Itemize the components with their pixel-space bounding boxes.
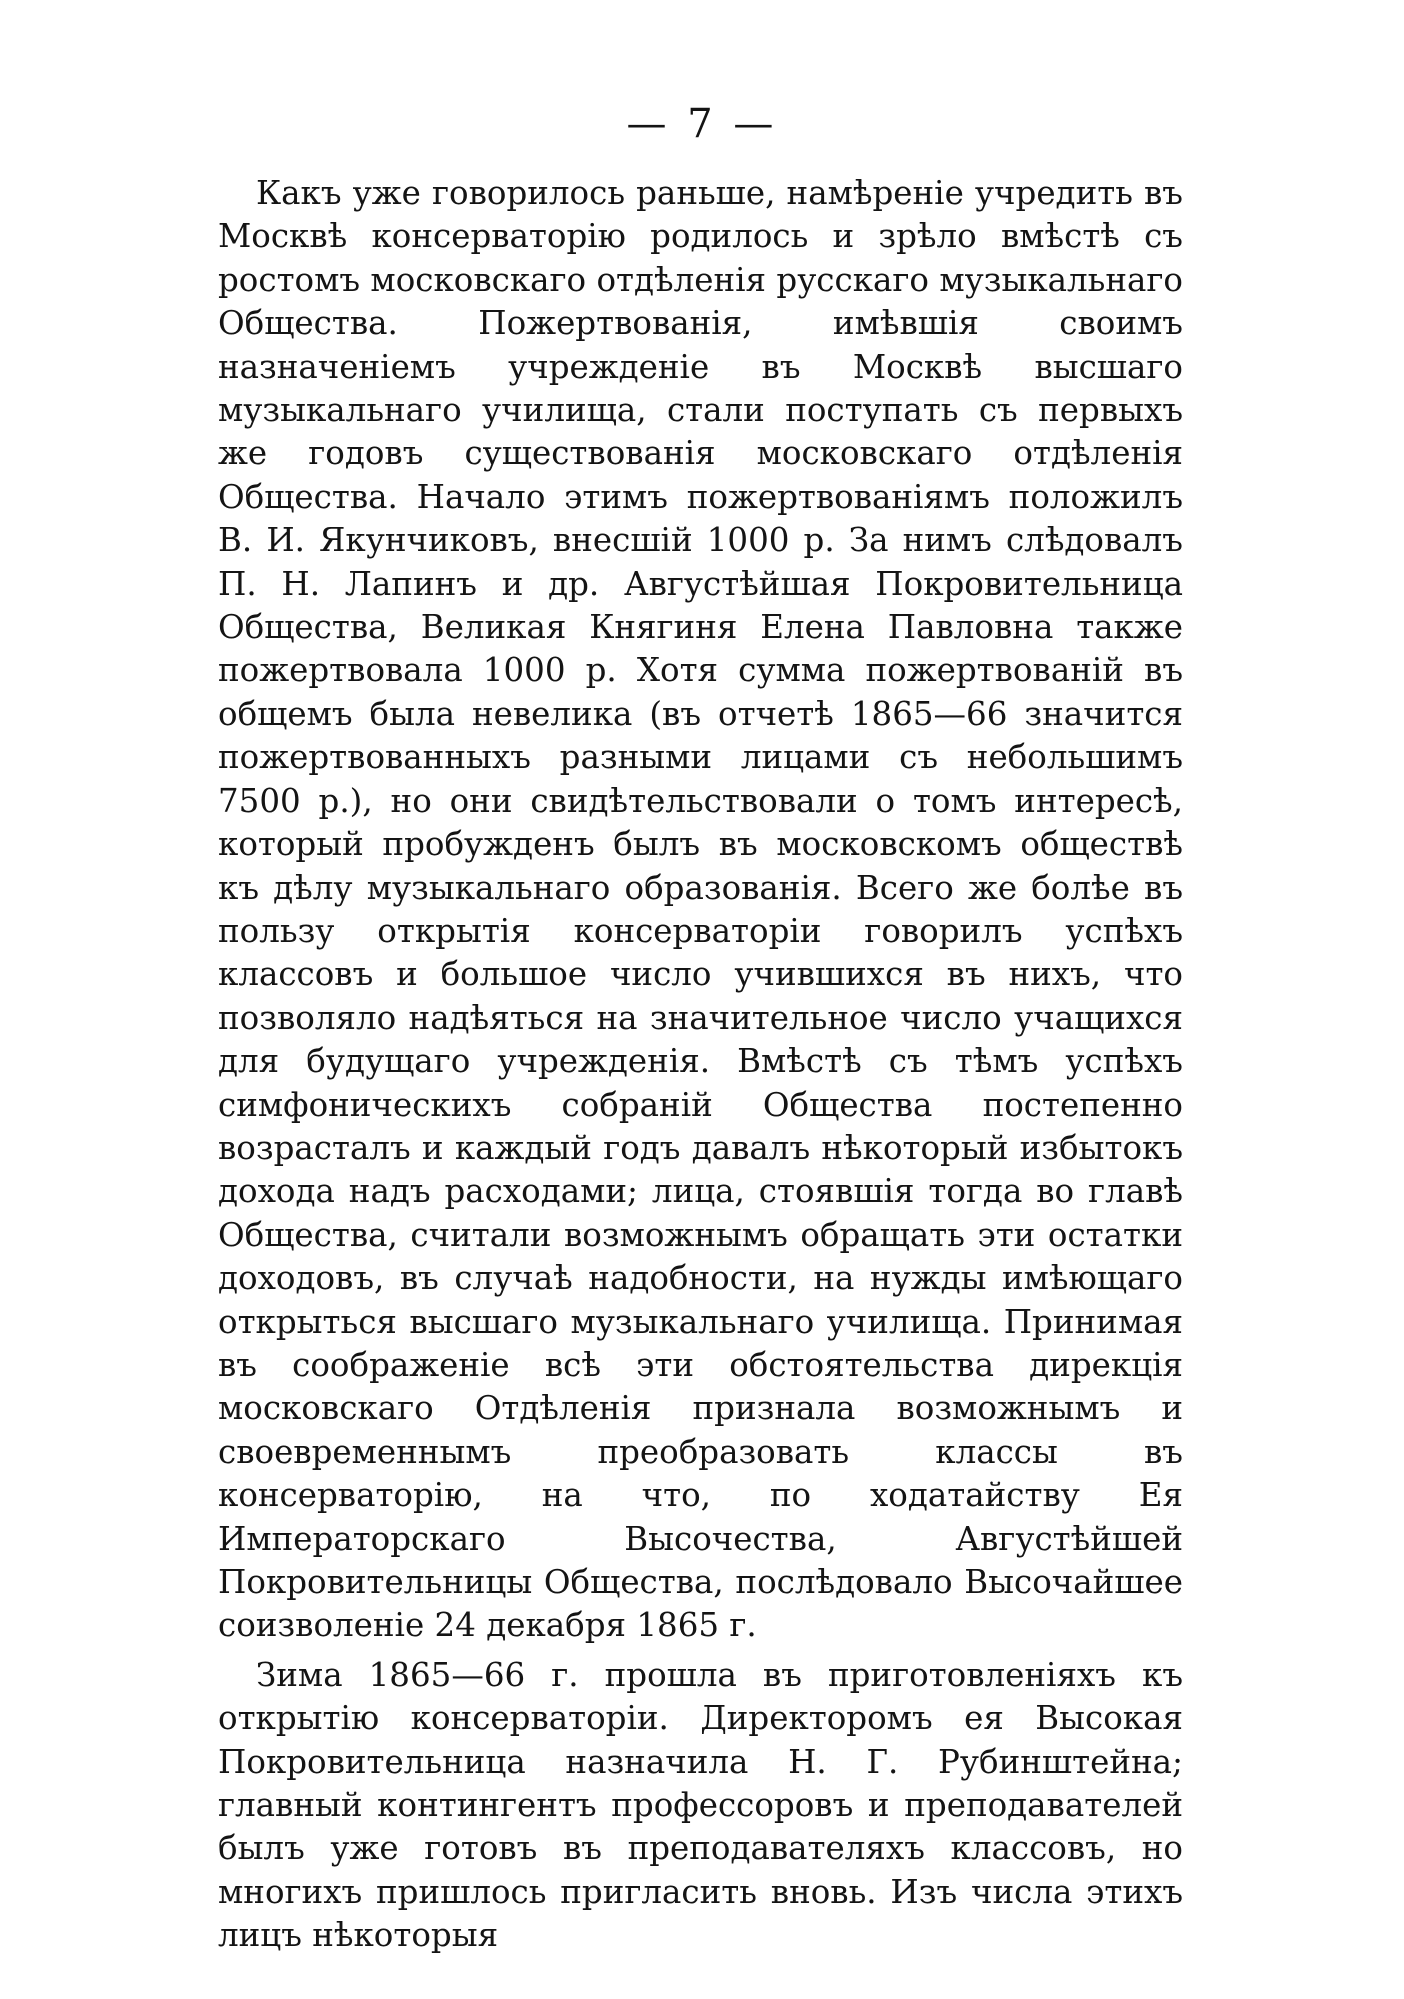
body-text: [218, 172, 1183, 1958]
paragraph-2: Зима 1865—66 г. прошла въ приготовленіяхъ къ открытію консерваторіи. Директоромъ ея Высокая Покровительница назначила Н. Г. Рубинштейна; главный контингентъ профессоровъ и преподавателей былъ уже готовъ въ преподавателяхъ классовъ, но многихъ пришлось пригласить вновь. Изъ числа этихъ лицъ нѣкоторыя: [218, 1655, 1183, 1955]
paragraph-1: Какъ уже говорилось раньше, намѣреніе учредить въ Москвѣ консерваторію родилось и зрѣло вмѣстѣ съ ростомъ московскаго отдѣленія русскаго музыкальнаго Общества. Пожертвованія, имѣвшія своимъ назначеніемъ учрежденіе въ Москвѣ высшаго музыкальнаго училища, стали поступать съ первыхъ же годовъ существованія московскаго отдѣленія Общества. Начало этимъ пожертвованіямъ положилъ В. И. Якунчиковъ, внесшій 1000 р. За нимъ слѣдовалъ П. Н. Лапинъ и др. Августѣйшая Покровительница Общества, Великая Княгиня Елена Павловна также пожертвовала 1000 р. Хотя сумма пожертвованій въ общемъ была невелика (въ отчетѣ 1865—66 значится пожертвованныхъ разными лицами съ небольшимъ 7500 р.), но они свидѣтельствовали о томъ интересѣ, который пробужденъ былъ въ московскомъ обществѣ къ дѣлу музыкальнаго образованія. Всего же болѣе въ пользу открытія консерваторіи говорилъ успѣхъ классовъ и большое число учившихся въ нихъ, что позволяло надѣяться на значительное число учащихся для будущаго учрежденія. Вмѣстѣ съ тѣмъ успѣхъ симфоническихъ собраній Общества постепенно возрасталъ и каждый годъ давалъ нѣкоторый избытокъ дохода надъ расходами; лица, стоявшія тогда во главѣ Общества, считали возможнымъ обращать эти остатки доходовъ, въ случаѣ надобности, на нужды имѣющаго открыться высшаго музыкальнаго училища. Принимая въ соображеніе всѣ эти обстоятельства дирекція московскаго Отдѣленія признала возможнымъ и своевременнымъ преобразовать классы въ консерваторію, на что, по ходатайству Ея Императорскаго Высочества, Августѣйшей Покровительницы Общества, послѣдовало Высочайшее соизволеніе 24 декабря 1865 г.: [218, 174, 1183, 1645]
page-number: — 7 —: [626, 101, 778, 147]
